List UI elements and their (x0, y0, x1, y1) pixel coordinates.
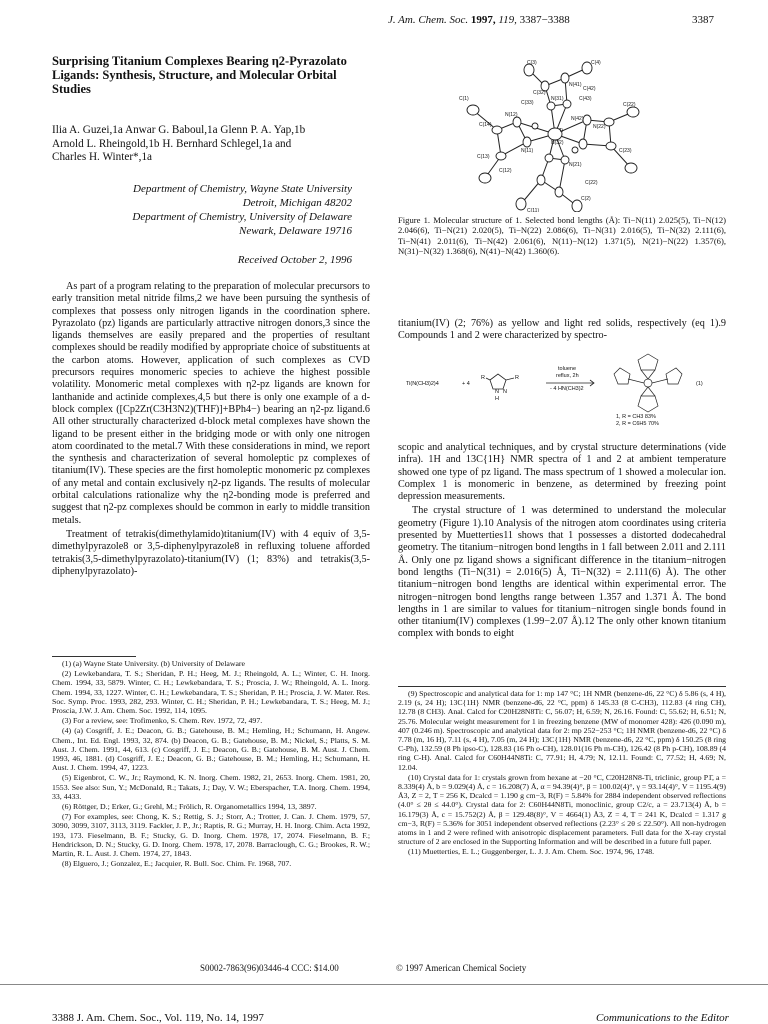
atom-label: N(21) (569, 162, 582, 168)
authors-line: Charles H. Winter*,1a (52, 151, 153, 163)
author-list (52, 124, 352, 165)
journal-volume: 119, (498, 14, 517, 26)
reactant-plus: + 4 (462, 381, 470, 387)
reaction-scheme (398, 346, 726, 426)
footnote-rule (398, 686, 726, 687)
substituent-label: R (481, 375, 485, 381)
atom-label: C(3) (527, 60, 537, 66)
atom-label: C(22) (623, 102, 636, 108)
atom-label: C(1) (459, 96, 469, 102)
copyright: © 1997 American Chemical Society (396, 963, 527, 973)
atom-label: N(42) (571, 116, 584, 122)
equation-number: (1) (696, 381, 703, 387)
atom-ellipsoids (467, 62, 639, 212)
article-title: Surprising Titanium Complexes Bearing η2-Pyrazolato Ligands: Synthesis, Structure, and Molecular Orbital Studies (52, 54, 347, 96)
reference-item: (1) (a) Wayne State University. (b) University of Delaware (62, 659, 245, 668)
atom-label: C(22) (585, 180, 598, 186)
reference-item: (5) Eigenbrot, C. W., Jr.; Raymond, K. N. Inorg. Chem. 1982, 21, 2653. Inorg. Chem. 1981, 20, 1553. See also: Sun, Y.; McDonald, R.; Takats, J.; Day, V. W.; Eberspacher, T.A. Inorg. Chem. 1994, 33, 4433. (52, 773, 370, 801)
reference-item: (2) Lewkebandara, T. S.; Sheridan, P. H.; Heeg, M. J.; Rheingold, A. L.; Winter, C. H. Inorg. Chem. 1994, 33, 5879. Winter, C. H.; Lewkebandara, T. S.; Proscia, J. W.; Rheingold, A. L. Inorg. Chem. 1994, 33, 1227. Winter, C. H.; Lewkebandara, T. S.; Sheridan, P. H.; Proscia, J. W. Mater. Res. Soc. Symp. Proc. 1993, 282, 293. Winter, C. H.; Sheridan, P. H.; Lewkebandara, T. S.; Heeg, M. J.; Proscia, J.W. J. Am. Chem. Soc. 1992, 114, 1095. (52, 669, 370, 716)
atom-label: C(42) (583, 86, 596, 92)
atom-label: C(12) (499, 168, 512, 174)
reference-item: (10) Crystal data for 1: crystals grown from hexane at −20 °C, C20H28N8-Ti, triclinic, group P1̄, a = 8.339(4) Å, b = 9.029(4) Å, c = 16.208(7) Å, α = 94.39(4)°, β = 100.02(4)°, γ = 93.14(4)°, V = 1195.4(9) Å3, Z = 2, T = 256 K, Dcalcd = 1.190 g cm−3, R(F) = 5.84% for 2884 independent observed reflections (4.0° ≤ 2θ ≤ 44.0°). Crystal data for 2: C60H44N8Ti, monoclinic, group C2/c, a = 23.713(4) Å, b = 16.179(3) Å, c = 15.752(2) Å, β = 129.48(8)°, V = 4664(1) Å3, Z = 4, T = 241 K, Dcalcd = 1.317 g cm−3, R(F) = 5.36% for 3051 independent observed reflections (2.23° ≤ 2θ ≤ 22.50°). All non-hydrogen atoms in 1 and 2 were refined with anisotropic displacement parameters. Full data for the X-ray crystal structure of 2 are enclosed in the Supporting Information and will be described in a future full paper. (398, 772, 726, 847)
condition-text: - 4 HN(CH3)2 (550, 386, 584, 392)
atom-label: N(12) (505, 112, 518, 118)
product-label: 2, R = C6H5 70% (616, 421, 659, 426)
reference-item: (7) For examples, see: Chong, K. S.; Rettig, S. J.; Storr, A.; Trotter, J. Can. J. Chem. 1979, 57, 3090, 3099, 3107, 3113, 3119. Fackler, J. P., Jr.; Raptis, R. G.; Murray, H. H. Inorg. Chim. Acta 1992, 193, 173. Fieselmann, B. F.; Stucky, G. D. Inorg. Chem. 1978, 17, 2074. Fieselmann, B. F.; Hendrickson, D. N.; Stucky, G. D. Inorg. Chem. 1978, 17, 2078. Barraclough, C. G.; Brookes, R. W.; Martin, R. L. Aust. J. Chem. 1974, 27, 1843. (52, 812, 370, 859)
pyrazole-ring (490, 374, 506, 389)
affiliation-line: Department of Chemistry, Wayne State University (133, 183, 352, 195)
ring-atom-label: N (495, 389, 499, 395)
article-code: S0002-7863(96)03446-4 CCC: $14.00 (200, 963, 339, 973)
affiliation-line: Detroit, Michigan 48202 (242, 197, 352, 209)
ring-atom-label: H (495, 396, 499, 402)
ring-atom-label: N (503, 389, 507, 395)
authors-line: Ilia A. Guzei,1a Anwar G. Baboul,1a Glenn P. A. Yap,1b (52, 124, 306, 136)
page-range: 3387−3388 (519, 14, 570, 26)
next-page-header: 3388 J. Am. Chem. Soc., Vol. 119, No. 14, 1997 (52, 1012, 264, 1024)
reference-item: (4) (a) Cosgriff, J. E.; Deacon, G. B.; Gatehouse, B. M.; Hemling, H.; Schumann, H. Angew. Chem., Int. Ed. Engl. 1993, 32, 874. (b) Deacon, G. B.; Gatehouse, B. M.; Nickel, S.; Platts, S. M. Aust. J. Chem. 1991, 44, 613. (c) Cosgriff, J. E.; Deacon, G. B.; Gatehouse, B. M. Aust. J. Chem. 1993, 46, 1881. (d) Cosgriff, J. E.; Deacon, G. B.; Gatehouse, B. M.; Hemling, H.; Schumann, H. Aust. J. Chem. 1994, 47, 1223. (52, 726, 370, 773)
reference-item: (8) Elguero, J.; Gonzalez, E.; Jacquier, R. Bull. Soc. Chim. Fr. 1968, 707. (62, 859, 292, 869)
atom-label: C(32) (533, 90, 546, 96)
right-column-top-text (398, 318, 726, 345)
reference-item: (9) Spectroscopic and analytical data for 1: mp 147 °C; 1H NMR (benzene-d6, 22 °C) δ 5.86 (s, 4 H), 2.19 (s, 24 H); 13C{1H} NMR (benzene-d6, 22 °C, ppm) δ 145.33 (8 C-CH3), 112.83 (4 ring CH), 12.78 (8 CH3). Anal. Calcd for C20H28N8Ti: C, 56.07; H, 6.59; N, 26.16. Found: C, 55.62; H, 6.51; N, 25.76. Molecular weight measurement for 1 in freezing benzene (MW of monomer 428): 426 (0.090 m), 407 (0.246 m). Spectroscopic and analytical data for 2: mp 252−253 °C; 1H NMR (benzene-d6, 22 °C) δ 7.78 (m, 16 H), 7.11 (s, 4 H), 7.05 (m, 24 H); 13C{1H} NMR (benzene-d6, 22 °C, ppm) δ 150.25 (8 ring C-Ph), 132.59 (8 Ph ipso-C), 128.83 (16 Ph o-CH), 128.01(16 Ph m-CH), 126.42 (8 Ph p-CH), 108.89 (4 ring C-H). Anal. Calcd for C60H44N8Ti: C, 77.91; H, 4.79; N, 12.11. Found: C, 77.52; H, 4.69; N, 12.04. (398, 689, 726, 772)
atom-label: C(23) (619, 148, 632, 154)
affiliation-line: Newark, Delaware 19716 (239, 225, 352, 237)
atom-label: C(11) (527, 208, 540, 212)
atom-label: C(2) (581, 196, 591, 202)
figure-caption: Figure 1. Molecular structure of 1. Selected bond lengths (Å): Ti−N(11) 2.025(5), Ti−N(12) 2.046(6), Ti−N(21) 2.020(5), Ti−N(22) 2.086(6), Ti−N(31) 2.016(5), Ti−N(32) 2.111(6), Ti−N(41) 2.011(6), Ti−N(42) 2.061(6), N(11)−N(12) 1.371(5), N(21)−N(22) 1.357(6), N(31)−N(32) 1.368(6), N(41)−N(42) 1.360(6). (398, 215, 726, 257)
atom-label: C(33) (521, 100, 534, 106)
atom-label: N(31) (551, 96, 564, 102)
body-paragraph: The crystal structure of 1 was determined to understand the molecular geometry (Figure 1).10 Analysis of the nitrogen atom coordinates using criteria presented by Muetterties11 shows that 1 possesses a distorted dodecahedral geometry. The titanium−nitrogen bond lengths in 1 fall between 2.011 and 2.111 Å. Only one pz ligand shows a significant difference in the titanium−nitrogen bond lengths (Ti−N(31) = 2.016(5) Å, Ti−N(32) = 2.111(6) Å). The other titanium−nitrogen bond lengths are identical within experimental error. The nitrogen−nitrogen bond lengths range between 1.357 and 1.371 Å. The bond lengths in 1 are similar to values for titanium−nitrogen single bonds found in other titanium(IV) complexes (1.99−2.07 Å).12 The only other known titanium complex with bonds to eight (398, 505, 726, 640)
product-label: 1, R = CH3 83% (616, 414, 656, 420)
bond-line (486, 378, 490, 380)
reference-item: (11) Muetterties, E. L.; Guggenberger, L. J. J. Am. Chem. Soc. 1974, 96, 1748. (408, 847, 655, 857)
atom-label: N(41) (569, 82, 582, 88)
page-number: 3387 (692, 14, 714, 26)
journal-name: J. Am. Chem. Soc. (388, 14, 469, 26)
bond-line (506, 378, 514, 380)
received-date: Received October 2, 1996 (237, 254, 352, 266)
body-paragraph: titanium(IV) (2; 76%) as yellow and light red solids, respectively (eq 1).9 Compounds 1 and 2 were characterized by spectro- (398, 318, 726, 342)
right-text-column (398, 442, 726, 643)
atom-label: N(22) (593, 124, 606, 130)
affiliations (52, 182, 352, 238)
right-references (398, 689, 726, 858)
authors-line: Arnold L. Rheingold,1b H. Bernhard Schlegel,1a and (52, 137, 292, 150)
affiliation-line: Department of Chemistry, University of Delaware (132, 211, 352, 223)
running-header (388, 14, 570, 26)
journal-year: 1997, (470, 14, 496, 26)
atom-label: C(43) (579, 96, 592, 102)
atom-label: C(14) (479, 122, 492, 128)
body-paragraph: As part of a program relating to the preparation of molecular precursors to early transition metal nitride films,2 we have been pursuing the synthesis of complexes that possess only nitrogen ligands in the coordination sphere. Pyrazolato (pz) ligands are particularly attractive nitrogen donors,3 since the ligands themselves are easily prepared and the properties of resultant complexes should be readily modified by appropriate choice of substituents at the carbon atoms. However, application of such complexes as CVD precursors requires monomeric species to achieve the highest possible volatility. Monomeric metal complexes with η2-pz ligands are known for lanthanide and actinide complexes,4,5 but there is only one example of a d-block complex ([Cp2Zr(C3H3N2)(THF)]+BPh4−) bearing an η2-pz ligand.6 All other structurally characterized d-block metal complexes have shown the ligand to be present either in the bridging mode or with only one nitrogen atom coordinated to the metal.7 With these considerations in mind, we report the synthesis and characterization of several homoleptic pz complexes of titanium(IV). These species are the first homoleptic monomeric pz complexes of any metal and contain exclusively η2-pz ligands. The results of molecular orbital calculations rationalize why the η2-bonding mode is preferred and suggest that η2-pz complexes should be common in early to middle transition metals. (52, 281, 370, 526)
page-break (0, 984, 768, 985)
footnote-rule (52, 656, 136, 657)
atom-label: C(4) (591, 60, 601, 66)
substituent-label: R (515, 375, 519, 381)
next-page-section: Communications to the Editor (596, 1012, 729, 1024)
atom-label: Ti (559, 128, 563, 134)
condition-text: toluene (558, 366, 577, 372)
reactant-formula: Ti(N(CH3)2)4 (406, 381, 439, 387)
molecular-structure-figure (455, 60, 655, 212)
product-structure (614, 354, 682, 412)
reference-item: (3) For a review, see: Trofimenko, S. Chem. Rev. 1972, 72, 497. (62, 716, 263, 726)
atom-label: C(13) (477, 154, 490, 160)
atom-label: N(32) (551, 140, 564, 146)
body-paragraph: Treatment of tetrakis(dimethylamido)titanium(IV) with 4 equiv of 3,5-dimethylpyrazole8 or 3,5-diphenylpyrazole8 in refluxing toluene afforded tetrakis(3,5-dimethylpyrazolato)-titanium(IV) (1; 83%) and tetrakis(3,5-diphenylpyrazolato)- (52, 528, 370, 577)
body-paragraph: scopic and analytical techniques, and by crystal structure determinations (vide infra). 1H and 13C{1H} NMR spectra of 1 and 2 at ambient temperature showed one type of pz ligand. The mass spectrum of 1 showed a molecular ion. Complex 1 is monomeric in benzene, as determined by freezing point depression measurements. (398, 442, 726, 503)
left-references (52, 659, 370, 869)
atom-label: N(11) (521, 148, 534, 154)
condition-text: reflux, 2h (556, 373, 579, 379)
reference-item: (6) Röttger, D.; Erker, G.; Grehl, M.; Frölich, R. Organometallics 1994, 13, 3897. (62, 802, 317, 812)
left-text-column (52, 281, 370, 580)
